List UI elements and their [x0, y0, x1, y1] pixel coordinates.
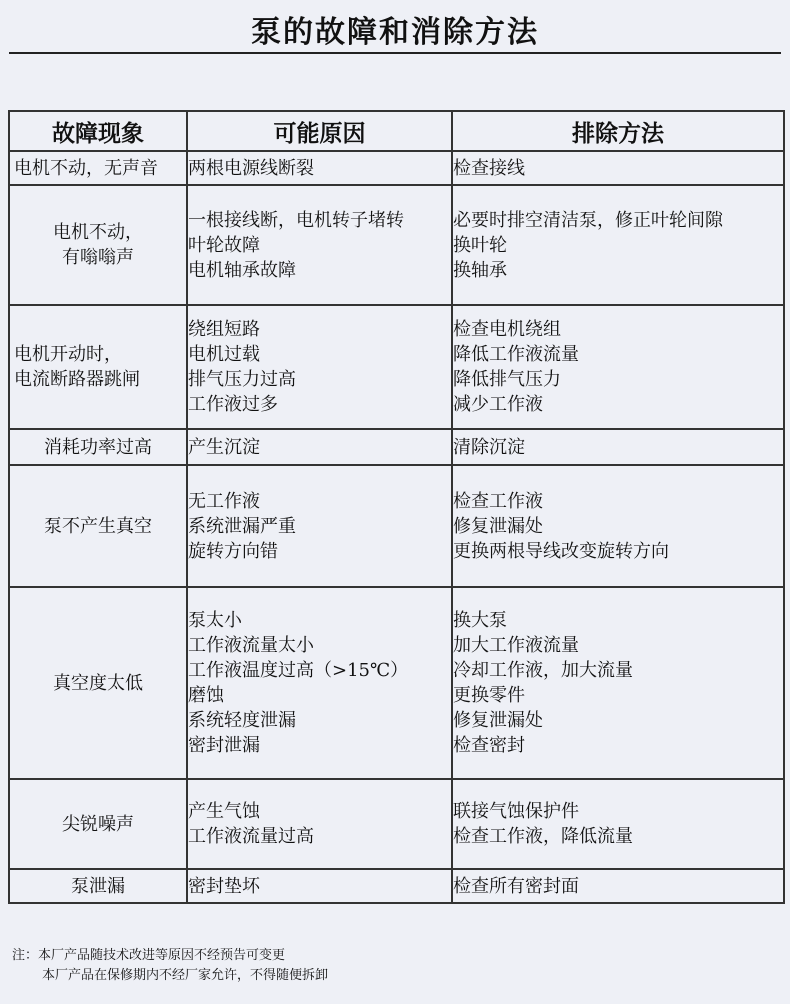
causes-line: 工作液温度过高（>15℃） [188, 660, 409, 681]
page-title: 泵的故障和消除方法 [251, 15, 539, 50]
remedies-line: 修复泄漏处 [453, 710, 543, 731]
table-row [9, 305, 784, 429]
symptom-cell [9, 779, 187, 869]
causes-line: 产生沉淀 [188, 436, 260, 458]
causes-cell [187, 429, 452, 465]
remedies-cell [452, 869, 784, 903]
footnote-line-2: 本厂产品在保修期内不经厂家允许，不得随便拆卸 [42, 968, 329, 983]
symptom-cell [9, 305, 187, 429]
symptom-line: 泵不产生真空 [44, 515, 152, 537]
causes-cell [187, 465, 452, 587]
table-body [9, 151, 784, 903]
remedies-line: 更换两根导线改变旋转方向 [453, 540, 669, 562]
remedies-line: 检查电机绕组 [453, 319, 561, 340]
causes-line: 一根接线断，电机转子堵转 [188, 209, 404, 231]
remedies-line: 检查工作液 [453, 490, 543, 512]
header-remedy: 排除方法 [452, 111, 784, 151]
symptom-line: 电机不动，无声音 [14, 157, 158, 179]
causes-line: 工作液过多 [188, 394, 278, 415]
symptom-cell [9, 465, 187, 587]
causes-line: 密封泄漏 [188, 735, 260, 756]
header-cause: 可能原因 [187, 111, 452, 151]
causes-line: 产生气蚀 [188, 801, 260, 822]
remedies-line: 冷却工作液，加大流量 [453, 660, 633, 681]
remedies-line: 加大工作液流量 [453, 635, 579, 656]
remedies-line: 减少工作液 [453, 394, 543, 415]
remedies-line: 检查密封 [453, 735, 525, 756]
remedies-line: 检查所有密封面 [453, 875, 579, 897]
symptom-line: 泵泄漏 [71, 875, 125, 897]
remedies-cell [452, 429, 784, 465]
causes-line: 两根电源线断裂 [188, 157, 314, 179]
remedies-line: 降低排气压力 [453, 369, 561, 390]
symptom-cell [9, 869, 187, 903]
symptom-cell [9, 185, 187, 305]
title-underline [9, 52, 781, 54]
causes-line: 密封垫坏 [188, 875, 260, 897]
causes-cell [187, 779, 452, 869]
causes-line: 电机轴承故障 [188, 259, 296, 281]
causes-cell [187, 185, 452, 305]
table-row [9, 779, 784, 869]
causes-line: 系统泄漏严重 [188, 515, 296, 537]
causes-line: 旋转方向错 [188, 540, 278, 562]
symptom-cell [9, 429, 187, 465]
table-header-row [9, 111, 784, 151]
symptom-line: 电流断路器跳闸 [14, 369, 140, 390]
causes-cell [187, 869, 452, 903]
remedies-line: 换叶轮 [453, 234, 507, 256]
remedies-line: 修复泄漏处 [453, 515, 543, 537]
header-symptom: 故障现象 [9, 111, 187, 151]
table-row [9, 465, 784, 587]
symptom-line: 电机开动时， [14, 344, 122, 365]
causes-cell [187, 151, 452, 185]
causes-line: 叶轮故障 [188, 234, 260, 256]
remedies-line: 必要时排空清洁泵，修正叶轮间隙 [453, 209, 723, 231]
table-row [9, 869, 784, 903]
symptom-line: 真空度太低 [53, 672, 143, 694]
causes-line: 磨蚀 [188, 685, 224, 706]
remedies-line: 联接气蚀保护件 [453, 801, 579, 822]
remedies-cell [452, 587, 784, 779]
symptom-line: 有嗡嗡声 [62, 247, 134, 268]
symptom-cell [9, 587, 187, 779]
causes-cell [187, 305, 452, 429]
remedies-cell [452, 465, 784, 587]
footnote [12, 946, 328, 986]
causes-line: 绕组短路 [188, 319, 260, 340]
table-row [9, 587, 784, 779]
causes-line: 工作液流量过高 [188, 826, 314, 847]
symptom-line: 电机不动， [53, 222, 143, 243]
causes-line: 泵太小 [188, 610, 242, 631]
causes-line: 无工作液 [188, 490, 260, 512]
causes-line: 电机过载 [188, 344, 260, 365]
table-row [9, 429, 784, 465]
symptom-line: 尖锐噪声 [62, 813, 134, 835]
table-row [9, 185, 784, 305]
footnote-line-1: 注：本厂产品随技术改进等原因不经预告可变更 [12, 948, 286, 963]
causes-line: 工作液流量太小 [188, 635, 314, 656]
symptom-line: 消耗功率过高 [44, 436, 152, 458]
symptom-cell [9, 151, 187, 185]
causes-cell [187, 587, 452, 779]
causes-line: 排气压力过高 [188, 369, 296, 390]
table-row [9, 151, 784, 185]
causes-line: 系统轻度泄漏 [188, 710, 296, 731]
remedies-line: 降低工作液流量 [453, 344, 579, 365]
remedies-line: 换大泵 [453, 610, 507, 631]
remedies-line: 检查工作液，降低流量 [453, 826, 633, 847]
remedies-cell [452, 779, 784, 869]
remedies-line: 清除沉淀 [453, 436, 525, 458]
remedies-line: 换轴承 [453, 259, 507, 281]
remedies-cell [452, 185, 784, 305]
remedies-line: 更换零件 [453, 685, 525, 706]
fault-table [8, 110, 785, 904]
remedies-cell [452, 305, 784, 429]
remedies-line: 检查接线 [453, 157, 525, 179]
remedies-cell [452, 151, 784, 185]
